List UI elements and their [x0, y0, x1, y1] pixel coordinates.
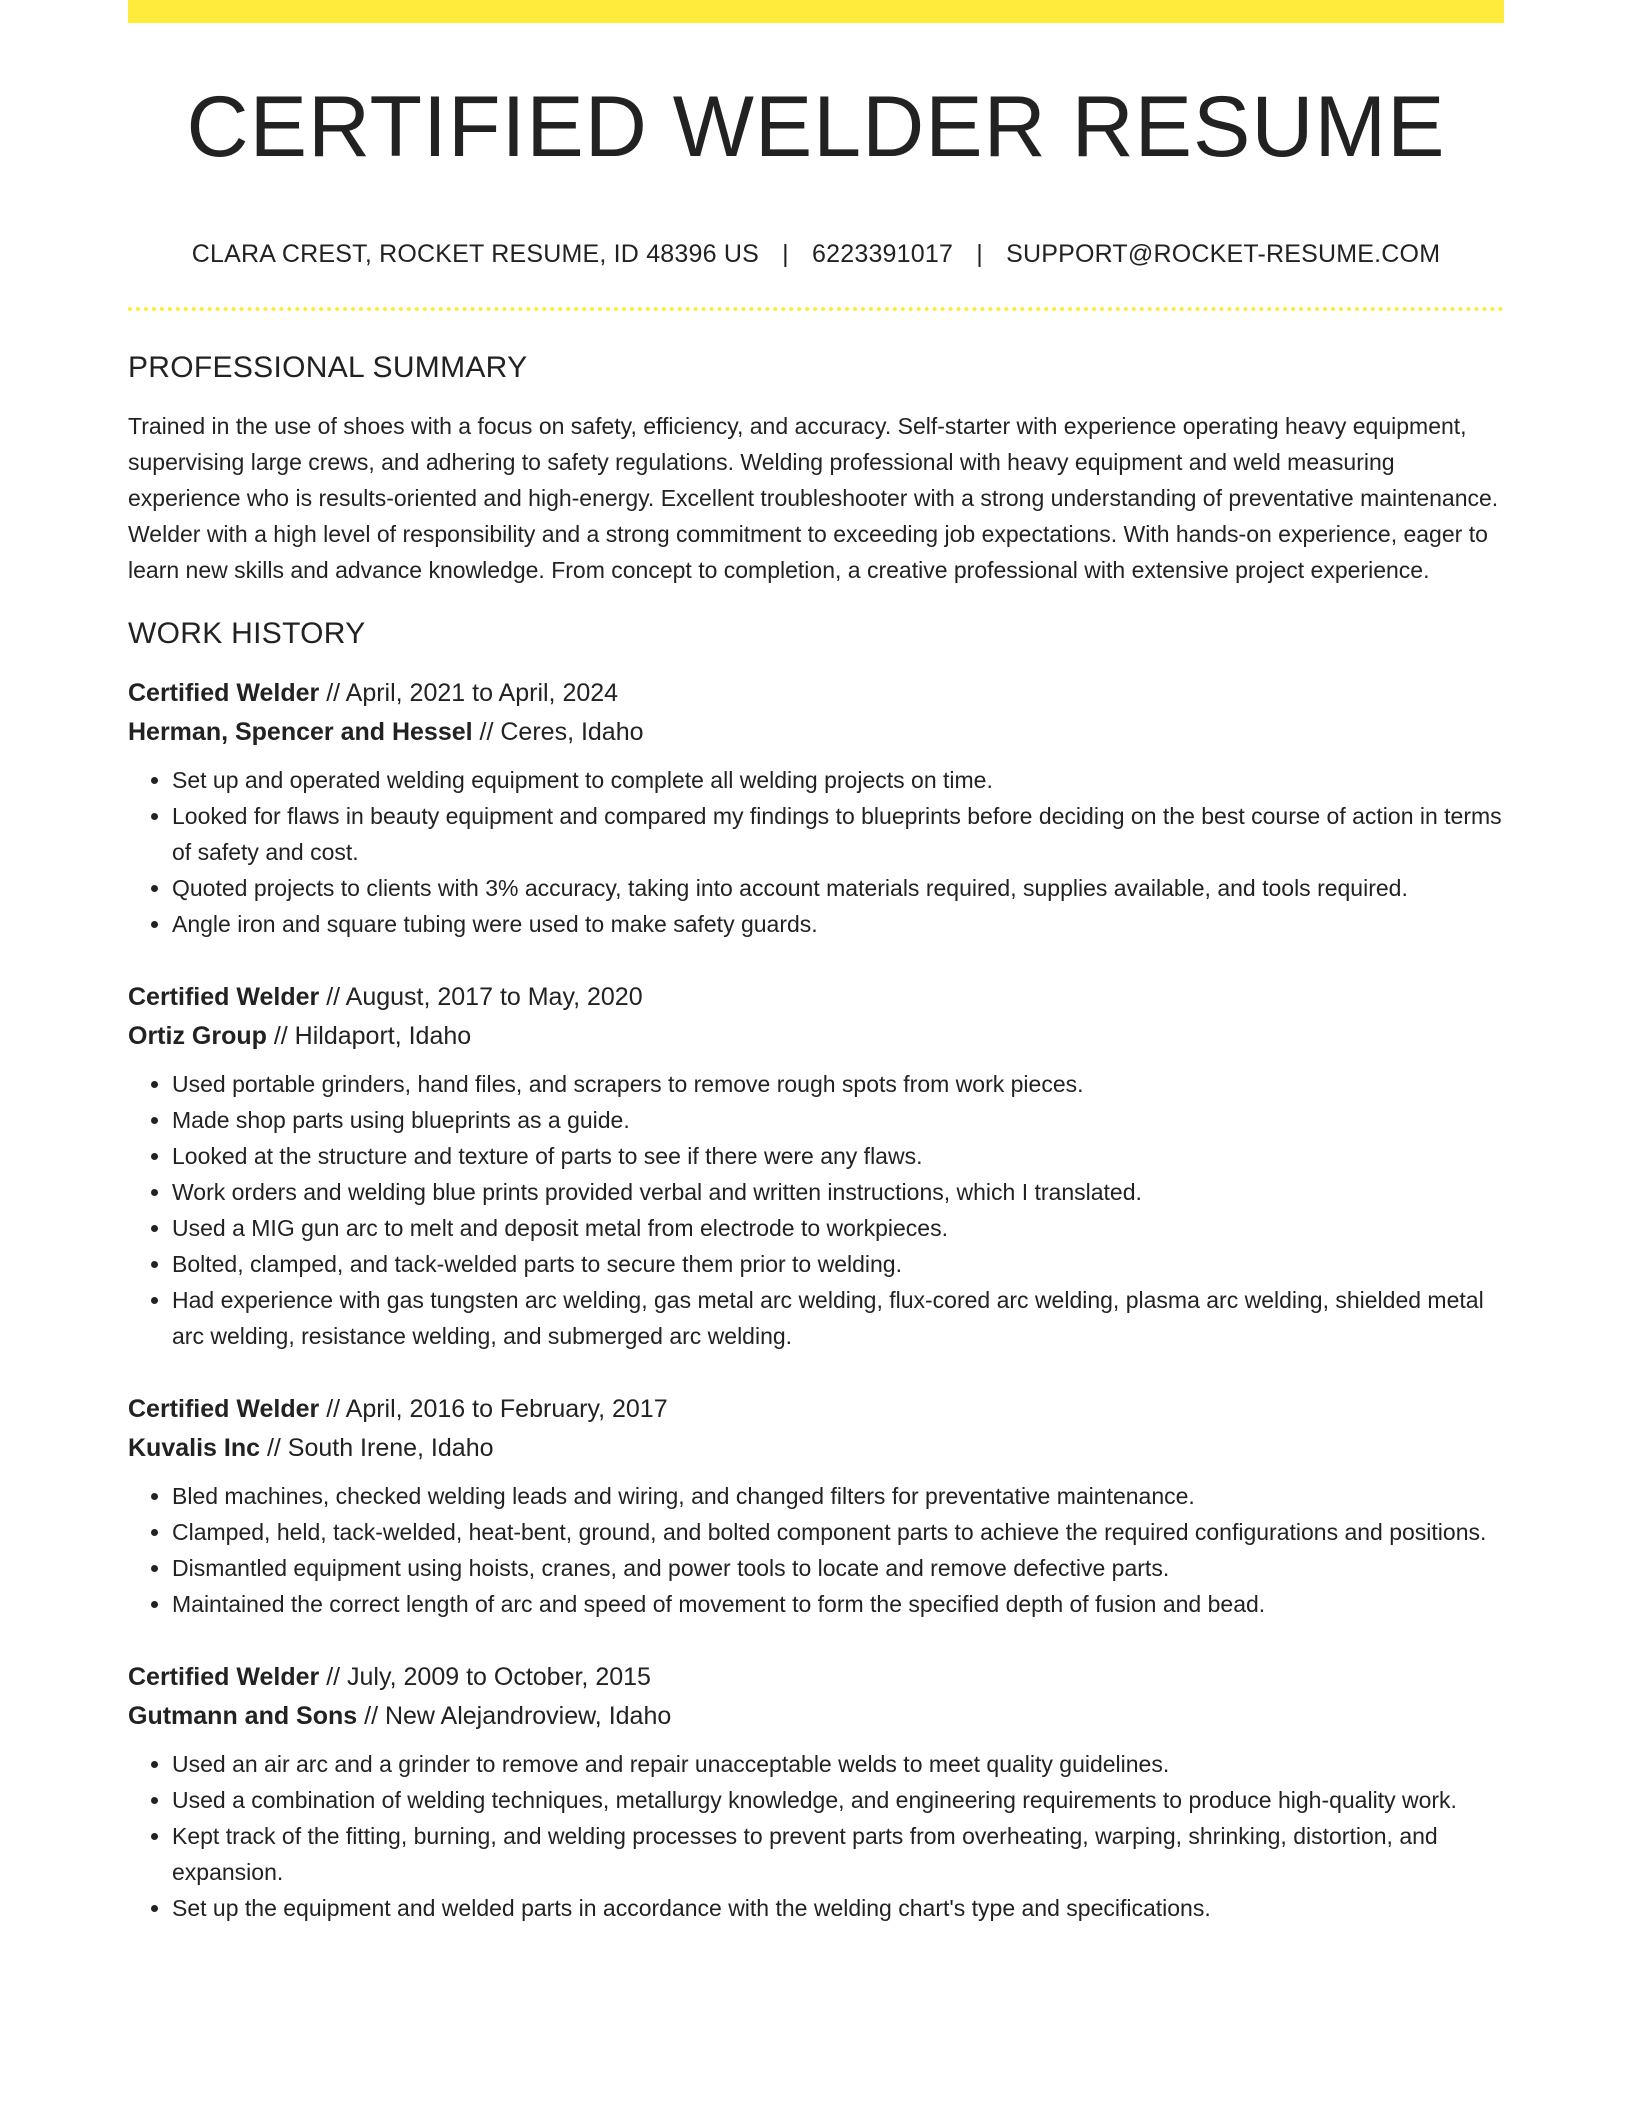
job-bullet-list	[128, 1066, 1504, 1354]
job-entry	[128, 1390, 1504, 1622]
job-title-line	[128, 1390, 1504, 1429]
job-entry	[128, 1658, 1504, 1926]
accent-top-bar	[128, 0, 1504, 23]
job-bullet: • Set up and operated welding equipment to complete all welding projects on time.	[172, 762, 1504, 798]
job-company: Ortiz Group	[128, 1022, 267, 1050]
work-history-list	[128, 674, 1504, 1926]
job-title-line	[128, 978, 1504, 1017]
job-bullet: • Used a MIG gun arc to melt and deposit metal from electrode to workpieces.	[172, 1210, 1504, 1246]
job-entry	[128, 978, 1504, 1354]
job-dates: // July, 2009 to October, 2015	[319, 1663, 651, 1691]
job-company: Gutmann and Sons	[128, 1702, 358, 1730]
job-company-line	[128, 1697, 1504, 1736]
job-dates: // April, 2021 to April, 2024	[319, 679, 619, 707]
job-bullet: • Looked at the structure and texture of parts to see if there were any flaws.	[172, 1138, 1504, 1174]
job-bullet-list	[128, 1746, 1504, 1926]
job-title: Certified Welder	[128, 1395, 320, 1423]
job-bullet: • Looked for flaws in beauty equipment and compared my findings to blueprints before deciding on the best course of action in terms of safety and cost.	[172, 798, 1504, 870]
job-bullet: • Made shop parts using blueprints as a guide.	[172, 1102, 1504, 1138]
resume-title: CERTIFIED WELDER RESUME	[186, 79, 1446, 175]
job-bullet: • Used a combination of welding techniques, metallurgy knowledge, and engineering requirements to produce high-quality work.	[172, 1782, 1504, 1818]
summary-text: Trained in the use of shoes with a focus on safety, efficiency, and accuracy. Self-starter with experience operating heavy equipment, supervising large crews, and adhering to safety regulations. Welding professional with heavy equipment and weld measuring experience who is results-oriented and high-energy. Excellent troubleshooter with a strong understanding of preventative maintenance. Welder with a high level of responsibility and a strong commitment to exceeding job expectations. With hands-on experience, eager to learn new skills and advance knowledge. From concept to completion, a creative professional with extensive project experience.	[128, 413, 1499, 583]
job-bullet: • Dismantled equipment using hoists, cranes, and power tools to locate and remove defective parts.	[172, 1550, 1504, 1586]
job-location: // Ceres, Idaho	[472, 718, 644, 746]
job-dates: // August, 2017 to May, 2020	[319, 983, 643, 1011]
contact-separator: |	[782, 240, 789, 268]
job-entry	[128, 674, 1504, 942]
job-location: // South Irene, Idaho	[260, 1434, 494, 1462]
job-company-line	[128, 713, 1504, 752]
contact-address: CLARA CREST, ROCKET RESUME, ID 48396 US	[191, 240, 760, 268]
job-bullet: • Kept track of the fitting, burning, and welding processes to prevent parts from overheating, warping, shrinking, distortion, and expansion.	[172, 1818, 1504, 1890]
contact-email: SUPPORT@ROCKET-RESUME.COM	[1006, 240, 1441, 268]
job-company-line	[128, 1429, 1504, 1468]
job-title-line	[128, 674, 1504, 713]
job-title: Certified Welder	[128, 679, 320, 707]
job-location: // New Alejandroview, Idaho	[357, 1702, 672, 1730]
job-company-line	[128, 1017, 1504, 1056]
job-bullet: • Clamped, held, tack-welded, heat-bent, ground, and bolted component parts to achieve the required configurations and positions.	[172, 1514, 1504, 1550]
job-company: Kuvalis Inc	[128, 1434, 260, 1462]
job-bullet: • Set up the equipment and welded parts in accordance with the welding chart's type and specifications.	[172, 1890, 1504, 1926]
job-bullet: • Maintained the correct length of arc and speed of movement to form the specified depth of fusion and bead.	[172, 1586, 1504, 1622]
contact-phone: 6223391017	[812, 240, 954, 268]
job-bullet-list	[128, 762, 1504, 942]
job-location: // Hildaport, Idaho	[266, 1022, 472, 1050]
job-title: Certified Welder	[128, 983, 320, 1011]
job-bullet: • Had experience with gas tungsten arc welding, gas metal arc welding, flux-cored arc welding, plasma arc welding, shielded metal arc welding, resistance welding, and submerged arc welding.	[172, 1282, 1504, 1354]
job-bullet: • Bled machines, checked welding leads and wiring, and changed filters for preventative maintenance.	[172, 1478, 1504, 1514]
contact-separator: |	[976, 240, 983, 268]
job-dates: // April, 2016 to February, 2017	[319, 1395, 668, 1423]
job-bullet: • Used portable grinders, hand files, and scrapers to remove rough spots from work pieces.	[172, 1066, 1504, 1102]
job-bullet: • Quoted projects to clients with 3% accuracy, taking into account materials required, supplies available, and tools required.	[172, 870, 1504, 906]
job-company: Herman, Spencer and Hessel	[128, 718, 473, 746]
summary-heading: PROFESSIONAL SUMMARY	[128, 351, 528, 384]
job-bullet: • Used an air arc and a grinder to remove and repair unacceptable welds to meet quality guidelines.	[172, 1746, 1504, 1782]
job-bullet: • Work orders and welding blue prints provided verbal and written instructions, which I translated.	[172, 1174, 1504, 1210]
job-bullet: • Bolted, clamped, and tack-welded parts to secure them prior to welding.	[172, 1246, 1504, 1282]
job-title-line	[128, 1658, 1504, 1697]
work-history-heading: WORK HISTORY	[128, 617, 366, 650]
contact-line	[128, 236, 1504, 272]
dotted-divider	[128, 307, 1504, 311]
job-title: Certified Welder	[128, 1663, 320, 1691]
job-bullet: • Angle iron and square tubing were used to make safety guards.	[172, 906, 1504, 942]
resume-content	[128, 350, 1504, 1962]
job-bullet-list	[128, 1478, 1504, 1622]
